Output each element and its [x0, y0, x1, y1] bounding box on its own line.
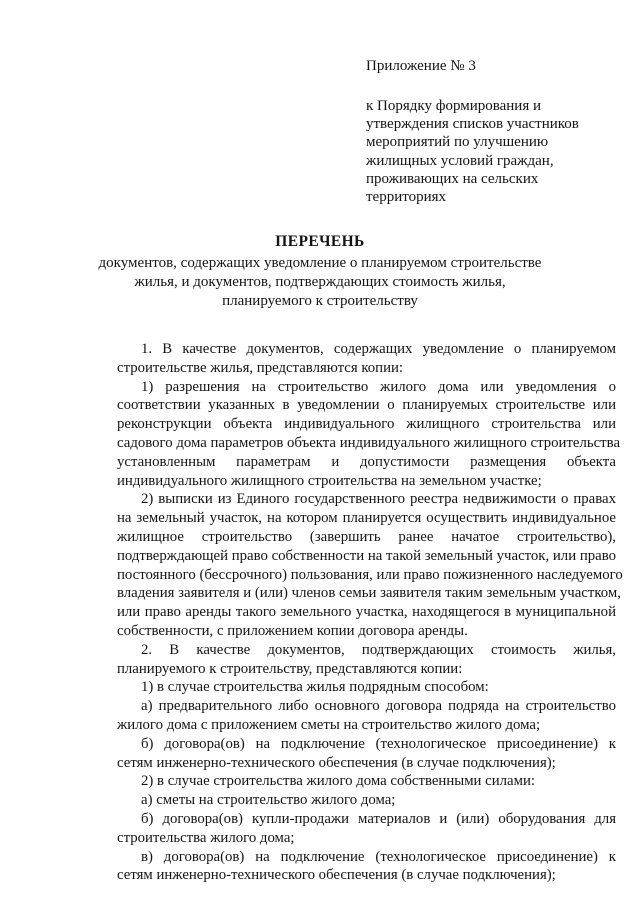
- document-subtitle: [0, 254, 640, 311]
- paragraph-line: б) договора(ов) купли-продажи материалов и (или) оборудования для: [141, 810, 616, 827]
- appendix-line: жилищных условий граждан,: [366, 152, 554, 169]
- paragraph-line: планируемого к строительству, представляются копии:: [117, 660, 463, 677]
- paragraph-line: на земельный участок, на котором планируется осуществить индивидуальное: [117, 510, 616, 527]
- appendix-line: к Порядку формирования и: [366, 98, 542, 114]
- paragraph-line: 1) разрешения на строительство жилого дома или уведомления о: [141, 378, 616, 395]
- appendix-line: мероприятий по улучшению: [366, 134, 549, 151]
- paragraph-line: 1) в случае строительства жилья подрядным способом:: [141, 679, 489, 696]
- paragraph-line: или право аренды такого земельного участка, находящегося в муниципальной: [117, 604, 616, 621]
- paragraph-line: собственности, с приложением копии договора аренды.: [117, 622, 468, 639]
- appendix-line: территориях: [366, 189, 447, 206]
- paragraph-line: индивидуального жилищного строительства на земельном участке;: [117, 472, 542, 489]
- appendix-reference: [366, 97, 579, 206]
- paragraph-line: 2) в случае строительства жилого дома собственными силами:: [141, 773, 536, 790]
- paragraph-line: в) договора(ов) на подключение (технологическое присоединение) к: [141, 848, 616, 865]
- appendix-line: утверждения списков участников: [366, 116, 579, 133]
- paragraph-line: сетям инженерно-технического обеспечения (в случае подключения);: [117, 754, 556, 771]
- paragraph-line: жилого дома с приложением сметы на строительство жилого дома;: [117, 716, 541, 733]
- paragraph-line: строительства жилого дома;: [117, 829, 295, 846]
- paragraph-line: а) предварительного либо основного договора подряда на строительство: [141, 698, 616, 715]
- appendix-line: проживающих на сельских: [366, 170, 539, 187]
- paragraph-line: 2. В качестве документов, подтверждающих стоимость жилья,: [141, 641, 616, 658]
- paragraph-line: владения заявителя и (или) членов семьи заявителя таким земельным участком,: [117, 585, 621, 602]
- paragraph-line: б) договора(ов) на подключение (технологическое присоединение) к: [141, 735, 616, 752]
- subtitle-line: планируемого к строительству: [222, 293, 418, 309]
- paragraph-line: постоянного (бессрочного) пользования, или право пожизненного наследуемого: [117, 566, 623, 583]
- paragraph-line: 1. В качестве документов, содержащих уведомление о планируемом: [141, 341, 616, 357]
- paragraph-line: жилищное строительство (завершить ранее начатое строительство),: [117, 528, 616, 545]
- paragraph-line: 2) выписки из Единого государственного реестра недвижимости о правах: [141, 491, 616, 508]
- paragraph-line: строительстве жилья, представляются копии:: [117, 359, 404, 376]
- appendix-number: Приложение № 3: [366, 58, 476, 74]
- paragraph-line: садового дома параметров объекта индивидуального жилищного строительства: [117, 434, 621, 451]
- subtitle-line: жилья, и документов, подтверждающих стоимость жилья,: [134, 274, 506, 290]
- document-body: [117, 340, 623, 885]
- paragraph-line: соответствии указанных в уведомлении о планируемых строительстве или: [117, 397, 616, 414]
- paragraph-line: установленным параметрам и допустимости размещения объекта: [117, 453, 616, 470]
- document-title: ПЕРЕЧЕНЬ: [275, 233, 365, 250]
- paragraph-line: реконструкции объекта индивидуального жилищного строительства или: [117, 416, 616, 433]
- paragraph-line: а) сметы на строительство жилого дома;: [141, 792, 396, 809]
- paragraph-line: подтверждающей право собственности на такой земельный участок, или право: [117, 547, 616, 564]
- paragraph-line: сетям инженерно-технического обеспечения (в случае подключения);: [117, 867, 556, 884]
- subtitle-line: документов, содержащих уведомление о планируемом строительстве: [98, 255, 542, 271]
- heading-block: [0, 232, 640, 311]
